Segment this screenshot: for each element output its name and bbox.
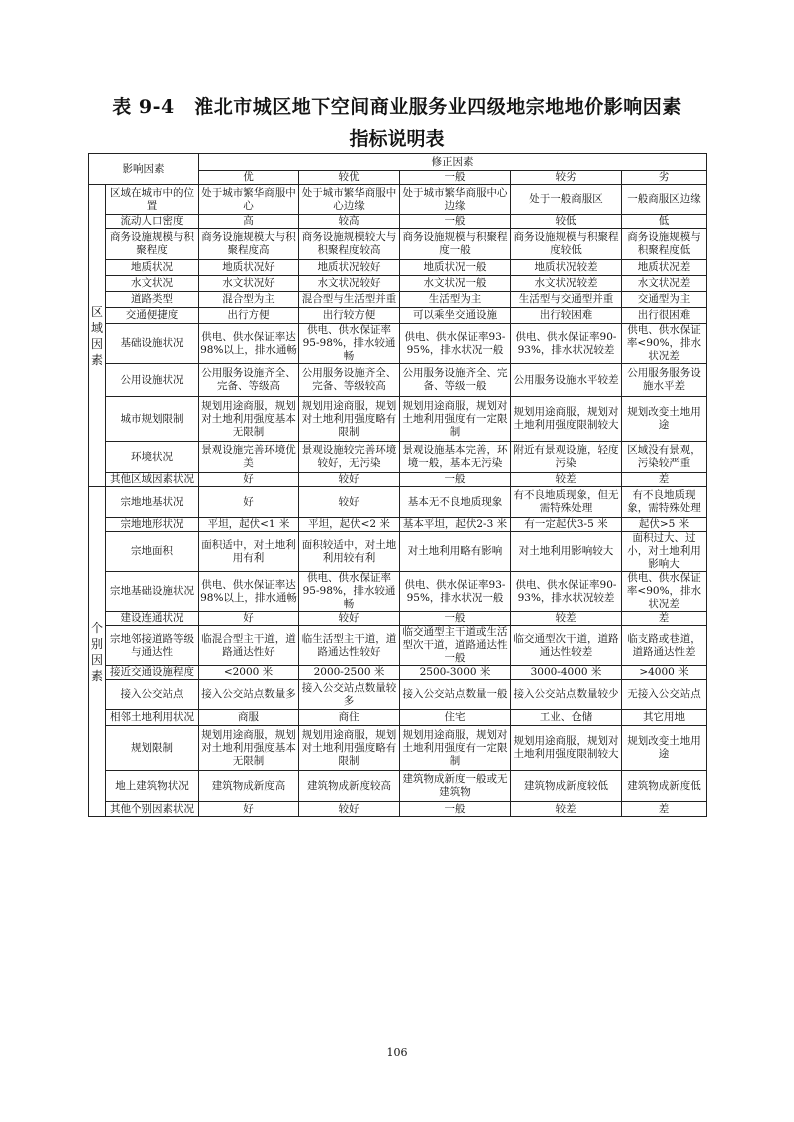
factor-name: 其他个别因素状况 [106, 802, 199, 817]
factor-name: 建设连通状况 [106, 612, 199, 626]
level-cell: 平坦，起伏<2 米 [299, 518, 400, 532]
level-cell: 出行方便 [199, 308, 299, 324]
level-cell: 好 [199, 802, 299, 817]
level-cell: 建筑物成新度低 [622, 771, 707, 802]
factor-name: 宗地地形状况 [106, 518, 199, 532]
factor-table [88, 153, 707, 817]
factor-name: 地上建筑物状况 [106, 771, 199, 802]
level-cell: 2500-3000 米 [400, 666, 511, 680]
header-level: 较劣 [511, 171, 622, 185]
level-cell: 较好 [299, 802, 400, 817]
factor-name: 宗地面积 [106, 532, 199, 572]
table-title: 表 9-4 淮北市城区地下空间商业服务业四级地宗地地价影响因素 [112, 96, 682, 118]
level-cell: 起伏>5 米 [622, 518, 707, 532]
level-cell: 供电、供水保证率<90%，排水状况差 [622, 324, 707, 364]
level-cell: 临支路或巷道，道路通达性差 [622, 626, 707, 666]
factor-name: 相邻土地利用状况 [106, 710, 199, 726]
level-cell: 住宅 [400, 710, 511, 726]
level-cell: 规划用途商服，规划对土地利用强度有一定限制 [400, 726, 511, 771]
level-cell: 建筑物成新度较低 [511, 771, 622, 802]
table-row [89, 771, 707, 802]
header-factor: 影响因素 [89, 154, 199, 185]
level-cell: 好 [199, 612, 299, 626]
factor-name: 地质状况 [106, 260, 199, 276]
group-label [89, 487, 106, 817]
level-cell: 较好 [299, 612, 400, 626]
group-label-char: 域 [90, 320, 103, 335]
level-cell: 较差 [511, 802, 622, 817]
table-row [89, 518, 707, 532]
factor-name: 规划限制 [106, 726, 199, 771]
table-row [89, 364, 707, 397]
level-cell: 差 [622, 802, 707, 817]
level-cell: 可以乘坐交通设施 [400, 308, 511, 324]
factor-name: 流动人口密度 [106, 215, 199, 229]
table-row [89, 532, 707, 572]
level-cell: 商务设施规模大与积聚程度高 [199, 229, 299, 260]
level-cell: 商务设施规模较大与积聚程度较高 [299, 229, 400, 260]
level-cell: 水文状况较好 [299, 276, 400, 292]
level-cell: 3000-4000 米 [511, 666, 622, 680]
level-cell: 建筑物成新度高 [199, 771, 299, 802]
factor-name: 水文状况 [106, 276, 199, 292]
level-cell: 出行较方便 [299, 308, 400, 324]
level-cell: 较差 [511, 473, 622, 487]
table-row [89, 185, 707, 215]
table-row [89, 324, 707, 364]
factor-name: 接近交通设施程度 [106, 666, 199, 680]
level-cell: 好 [199, 487, 299, 518]
level-cell: 接入公交站点数量较少 [511, 680, 622, 710]
table-row [89, 397, 707, 442]
level-cell: 对土地利用影响较大 [511, 532, 622, 572]
level-cell: 出行很困难 [622, 308, 707, 324]
level-cell: 混合型为主 [199, 292, 299, 308]
factor-name: 基础设施状况 [106, 324, 199, 364]
level-cell: 较低 [511, 215, 622, 229]
level-cell: 水文状况一般 [400, 276, 511, 292]
level-cell: 水文状况好 [199, 276, 299, 292]
level-cell: 附近有景观设施，轻度污染 [511, 442, 622, 473]
level-cell: 供电、供水保证率达98%以上，排水通畅 [199, 324, 299, 364]
level-cell: 较好 [299, 473, 400, 487]
factor-name: 商务设施规模与积聚程度 [106, 229, 199, 260]
header-row-1 [89, 154, 707, 171]
table-row [89, 626, 707, 666]
table-row [89, 215, 707, 229]
level-cell: 处于城市繁华商服中心边缘 [400, 185, 511, 215]
level-cell: 交通型为主 [622, 292, 707, 308]
level-cell: 一般 [400, 215, 511, 229]
factor-name: 交通便捷度 [106, 308, 199, 324]
level-cell: 规划用途商服，规划对土地利用强度基本无限制 [199, 397, 299, 442]
level-cell: 混合型与生活型并重 [299, 292, 400, 308]
level-cell: 公用服务服务设施水平差 [622, 364, 707, 397]
factor-name: 其他区域因素状况 [106, 473, 199, 487]
level-cell: 规划用途商服，规划对土地利用强度略有限制 [299, 397, 400, 442]
level-cell: 2000-2500 米 [299, 666, 400, 680]
table-subtitle: 指标说明表 [349, 128, 445, 150]
level-cell: 商务设施规模与积聚程度低 [622, 229, 707, 260]
level-cell: 规划用途商服，规划对土地利用强度限制较大 [511, 726, 622, 771]
level-cell: 供电、供水保证率93-95%，排水状况一般 [400, 324, 511, 364]
level-cell: 处于城市繁华商服中心 [199, 185, 299, 215]
level-cell: 地质状况一般 [400, 260, 511, 276]
level-cell: 较差 [511, 612, 622, 626]
level-cell: 一般 [400, 473, 511, 487]
group-label-char: 个 [90, 620, 103, 635]
level-cell: 一般 [400, 612, 511, 626]
level-cell: 生活型与交通型并重 [511, 292, 622, 308]
level-cell: 地质状况较差 [511, 260, 622, 276]
group-label [89, 185, 106, 487]
level-cell: 规划用途商服，规划对土地利用强度限制较大 [511, 397, 622, 442]
level-cell: 临交通型主干道或生活型次干道，道路通达性一般 [400, 626, 511, 666]
level-cell: 商服 [199, 710, 299, 726]
factor-name: 宗地邻接道路等级与通达性 [106, 626, 199, 666]
level-cell: 较好 [299, 487, 400, 518]
factor-name: 宗地地基状况 [106, 487, 199, 518]
level-cell: 面积适中，对土地利用有利 [199, 532, 299, 572]
header-level: 劣 [622, 171, 707, 185]
factor-name: 公用设施状况 [106, 364, 199, 397]
factor-name: 接入公交站点 [106, 680, 199, 710]
factor-name: 宗地基础设施状况 [106, 572, 199, 612]
level-cell: 较高 [299, 215, 400, 229]
header-level: 优 [199, 171, 299, 185]
table-row [89, 308, 707, 324]
table-row [89, 680, 707, 710]
level-cell: 供电、供水保证率90-93%，排水状况较差 [511, 324, 622, 364]
header-level: 一般 [400, 171, 511, 185]
level-cell: 规划用途商服，规划对土地利用强度基本无限制 [199, 726, 299, 771]
header-correction: 修正因素 [199, 154, 707, 171]
level-cell: 水文状况较差 [511, 276, 622, 292]
level-cell: 规划用途商服，规划对土地利用强度有一定限制 [400, 397, 511, 442]
level-cell: 好 [199, 473, 299, 487]
level-cell: 建筑物成新度较高 [299, 771, 400, 802]
group-label-char: 别 [90, 636, 103, 651]
level-cell: 面积较适中，对土地利用较有利 [299, 532, 400, 572]
level-cell: 面积过大、过小，对土地利用影响大 [622, 532, 707, 572]
table-row [89, 276, 707, 292]
level-cell: 处于城市繁华商服中心边缘 [299, 185, 400, 215]
factor-name: 城市规划限制 [106, 397, 199, 442]
level-cell: 接入公交站点数量多 [199, 680, 299, 710]
group-label-char: 因 [90, 652, 103, 667]
level-cell: 商务设施规模与积聚程度较低 [511, 229, 622, 260]
level-cell: 对土地利用略有影响 [400, 532, 511, 572]
table-row [89, 612, 707, 626]
table-row [89, 260, 707, 276]
level-cell: 公用服务设施齐全、完备、等级高 [199, 364, 299, 397]
factor-name: 环境状况 [106, 442, 199, 473]
level-cell: 地质状况好 [199, 260, 299, 276]
factor-name: 道路类型 [106, 292, 199, 308]
level-cell: 供电、供水保证率<90%，排水状况差 [622, 572, 707, 612]
group-label-char: 素 [90, 668, 103, 683]
table-row [89, 710, 707, 726]
level-cell: 其它用地 [622, 710, 707, 726]
level-cell: 基本平坦，起伏2-3 米 [400, 518, 511, 532]
table-row [89, 487, 707, 518]
level-cell: 建筑物成新度一般或无建筑物 [400, 771, 511, 802]
group-label-char: 素 [90, 352, 103, 367]
level-cell: 临混合型主干道，道路通达性好 [199, 626, 299, 666]
level-cell: 一般商服区边缘 [622, 185, 707, 215]
header-level: 较优 [299, 171, 400, 185]
factor-name: 区域在城市中的位置 [106, 185, 199, 215]
table-row [89, 572, 707, 612]
table-body [89, 185, 707, 817]
level-cell: 规划改变土地用途 [622, 726, 707, 771]
level-cell: 高 [199, 215, 299, 229]
level-cell: 规划改变土地用途 [622, 397, 707, 442]
level-cell: 无接入公交站点 [622, 680, 707, 710]
level-cell: 供电、供水保证率95-98%，排水较通畅 [299, 572, 400, 612]
level-cell: 有一定起伏3-5 米 [511, 518, 622, 532]
table-row [89, 666, 707, 680]
level-cell: 地质状况差 [622, 260, 707, 276]
level-cell: 有不良地质现象，但无需特殊处理 [511, 487, 622, 518]
level-cell: 低 [622, 215, 707, 229]
level-cell: 生活型为主 [400, 292, 511, 308]
level-cell: 有不良地质现象，需特殊处理 [622, 487, 707, 518]
level-cell: 接入公交站点数量较多 [299, 680, 400, 710]
level-cell: 公用服务设施齐全、完备、等级一般 [400, 364, 511, 397]
group-label-char: 因 [90, 336, 103, 351]
level-cell: 规划用途商服，规划对土地利用强度略有限制 [299, 726, 400, 771]
level-cell: <2000 米 [199, 666, 299, 680]
level-cell: 一般 [400, 802, 511, 817]
level-cell: 平坦，起伏<1 米 [199, 518, 299, 532]
level-cell: 临生活型主干道，道路通达性较好 [299, 626, 400, 666]
level-cell: 供电、供水保证率达98%以上，排水通畅 [199, 572, 299, 612]
level-cell: 景观设施基本完善，环境一般，基本无污染 [400, 442, 511, 473]
level-cell: 工业、仓储 [511, 710, 622, 726]
level-cell: 基本无不良地质现象 [400, 487, 511, 518]
level-cell: 处于一般商服区 [511, 185, 622, 215]
level-cell: 景观设施较完善环境较好，无污染 [299, 442, 400, 473]
level-cell: 差 [622, 473, 707, 487]
table-row [89, 473, 707, 487]
level-cell: 供电、供水保证率93-95%，排水状况一般 [400, 572, 511, 612]
level-cell: 接入公交站点数量一般 [400, 680, 511, 710]
level-cell: >4000 米 [622, 666, 707, 680]
group-label-char: 区 [90, 304, 103, 319]
level-cell: 供电、供水保证率95-98%，排水较通畅 [299, 324, 400, 364]
level-cell: 商务设施规模与积聚程度一般 [400, 229, 511, 260]
level-cell: 公用服务设施水平较差 [511, 364, 622, 397]
level-cell: 临交通型次干道，道路通达性较差 [511, 626, 622, 666]
table-row [89, 442, 707, 473]
level-cell: 供电、供水保证率90-93%，排水状况较差 [511, 572, 622, 612]
table-row [89, 229, 707, 260]
table-row [89, 802, 707, 817]
level-cell: 水文状况差 [622, 276, 707, 292]
level-cell: 地质状况较好 [299, 260, 400, 276]
page-number: 106 [386, 1046, 408, 1059]
table-row [89, 292, 707, 308]
level-cell: 出行较困难 [511, 308, 622, 324]
table-row [89, 726, 707, 771]
level-cell: 区域没有景观，污染较严重 [622, 442, 707, 473]
level-cell: 景观设施完善环境优美 [199, 442, 299, 473]
level-cell: 公用服务设施齐全、完备、等级较高 [299, 364, 400, 397]
level-cell: 商住 [299, 710, 400, 726]
level-cell: 差 [622, 612, 707, 626]
